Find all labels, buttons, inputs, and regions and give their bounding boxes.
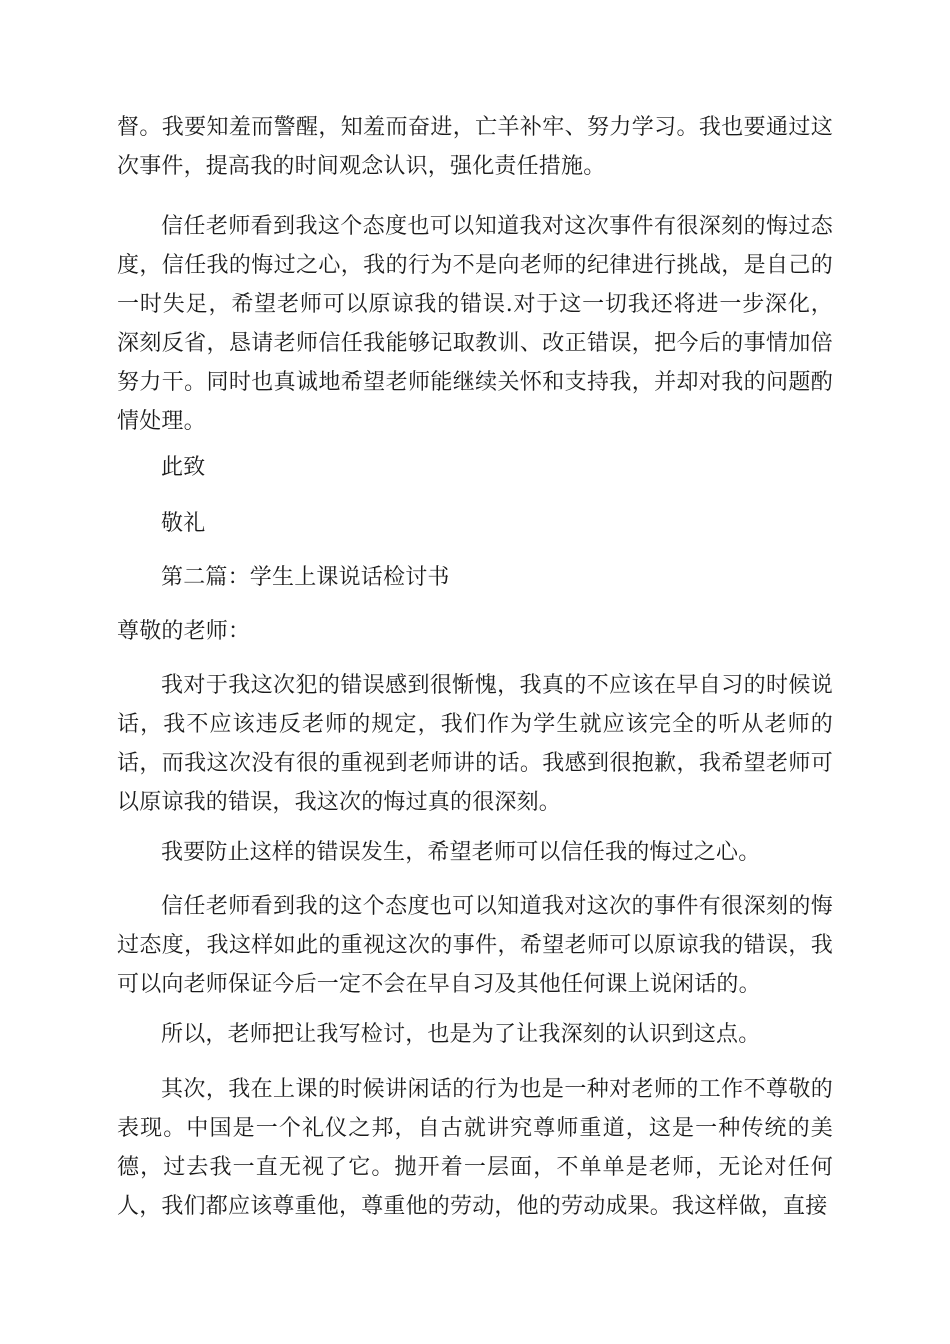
paragraph-apology: 我对于我这次犯的错误感到很惭愧，我真的不应该在早自习的时候说话，我不应该违反老师的规定，我们作为学生就应该完全的听从老师的话，而我这次没有很的重视到老师讲的话。我感到很抱歉，我希望老师可以原谅我的错误，我这次的悔过真的很深刻。 bbox=[117, 673, 833, 815]
closing-salutation: 此致 bbox=[161, 455, 206, 480]
paragraph-promise: 信任老师看到我的这个态度也可以知道我对这次的事件有很深刻的悔过态度，我这样如此的重视这次的事件，希望老师可以原谅我的错误，我可以向老师保证今后一定不会在早自习及其他任何课上说闲话的。 bbox=[117, 894, 833, 997]
paragraph-continuation: 督。我要知羞而警醒，知羞而奋进，亡羊补牢、努力学习。我也要通过这次事件，提高我的时间观念认识，强化责任措施。 bbox=[117, 115, 833, 179]
paragraph-trust-teacher: 信任老师看到我这个态度也可以知道我对这次事件有很深刻的悔过态度，信任我的悔过之心，我的行为不是向老师的纪律进行挑战，是自己的一时失足，希望老师可以原谅我的错误.对于这一切我还将进一步深化，深刻反省，恳请老师信任我能够记取教训、改正错误，把今后的事情加倍努力干。同时也真诚地希望老师能继续关怀和支持我，并却对我的问题酌情处理。 bbox=[117, 214, 833, 434]
letter-greeting: 尊敬的老师： bbox=[117, 619, 251, 644]
paragraph-respect: 其次，我在上课的时候讲闲话的行为也是一种对老师的工作不尊敬的表现。中国是一个礼仪之邦，自古就讲究尊师重道，这是一种传统的美德，过去我一直无视了它。抛开着一层面，不单单是老师，无论对任何人，我们都应该尊重他，尊重他的劳动，他的劳动成果。我这样做，直接 bbox=[117, 1077, 833, 1219]
paragraph-reason: 所以，老师把让我写检讨，也是为了让我深刻的认识到这点。 bbox=[161, 1022, 761, 1047]
closing-regards: 敬礼 bbox=[161, 511, 206, 536]
paragraph-prevent-error: 我要防止这样的错误发生，希望老师可以信任我的悔过之心。 bbox=[161, 840, 761, 865]
section-heading: 第二篇：学生上课说话检讨书 bbox=[161, 565, 450, 590]
